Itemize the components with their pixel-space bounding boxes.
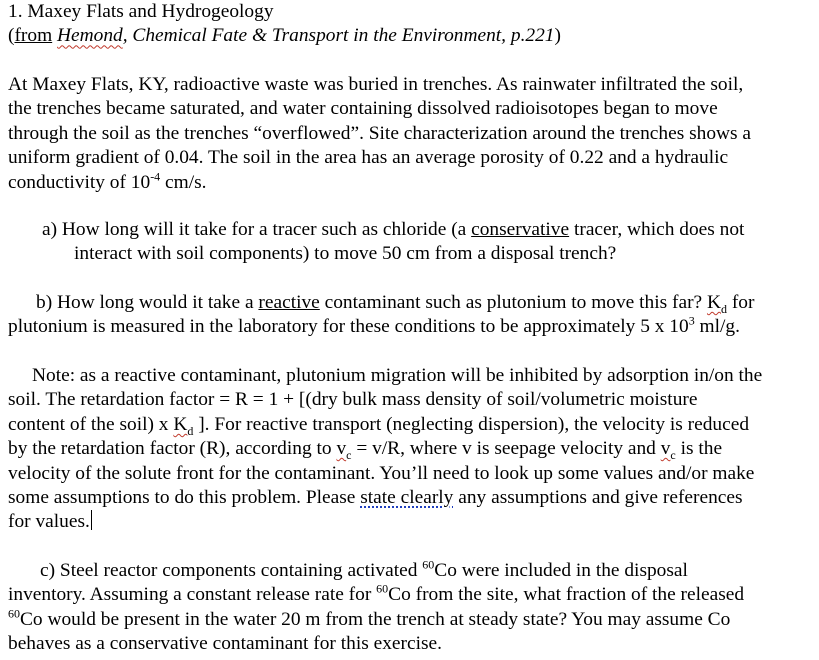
question-c — [8, 559, 744, 657]
intro-paragraph — [8, 73, 751, 195]
intro-line: At Maxey Flats, KY, radioactive waste was buried in trenches. As rainwater infiltrated the soil, — [8, 74, 744, 95]
citation-source: , Chemical Fate & Transport in the Environment, p.221 — [122, 25, 555, 47]
note-line: Note: as a reactive contaminant, plutonium migration will be inhibited by adsorption in/on the — [32, 365, 763, 386]
question-c-line: behaves as a conservative contaminant for this exercise. — [8, 633, 442, 655]
state-clearly-term: state clearly — [360, 487, 454, 509]
question-a — [8, 218, 744, 267]
question-c-line: c) Steel reactor components containing activated $^{60}$Co were included in the disposal — [40, 557, 688, 581]
note-line: content of the soil) x $K_d$ ]. For reactive transport (neglecting dispersion), the velocity is reduced — [8, 413, 750, 438]
question-b-line: b) How long would it take a reactive contaminant such as plutonium to move this far? $K_d$ for — [36, 292, 755, 316]
kd-symbol: $K_d$ — [173, 413, 194, 438]
note-line: some assumptions to do this problem. Please state clearly any assumptions and give references — [8, 487, 743, 509]
note-paragraph — [8, 364, 762, 535]
question-b — [8, 291, 754, 340]
conservative-term: conservative — [471, 219, 570, 240]
question-c-line: $^{60}$Co would be present in the water 20 m from the trench at steady state? You may assume Co — [8, 606, 731, 630]
intro-line: uniform gradient of 0.04. The soil in the area has an average porosity of 0.22 and a hydraulic — [8, 147, 729, 169]
vc-symbol: $v_c$ — [660, 438, 676, 463]
citation-line: (from Hemond, Chemical Fate & Transport in the Environment, p.221) — [8, 25, 561, 47]
note-line: velocity of the solute front for the contaminant. You’ll need to look up some values and/or make — [8, 462, 755, 484]
intro-line: the trenches became saturated, and water containing dissolved radioisotopes began to move — [8, 98, 718, 120]
question-a-line: interact with soil components) to move 50 cm from a disposal trench? — [74, 243, 617, 265]
text-cursor — [91, 510, 93, 530]
problem-title: Maxey Flats and Hydrogeology — [27, 1, 274, 22]
note-line[interactable]: for values. — [8, 510, 762, 534]
problem-title-line — [8, 0, 561, 24]
intro-line: conductivity of $10^{-4}$ cm/s. — [8, 169, 207, 193]
intro-line: through the soil as the trenches “overflowed”. Site characterization around the trenches shows a — [8, 122, 752, 144]
problem-number: 1. — [8, 1, 23, 22]
note-line: soil. The retardation factor = R = 1 + [(dry bulk mass density of soil/volumetric moisture — [8, 389, 698, 411]
citation-from: from — [14, 25, 53, 47]
question-a-line: a) How long will it take for a tracer such as chloride (a conservative tracer, which does not — [42, 219, 745, 240]
question-b-line: plutonium is measured in the laboratory for these conditions to be approximately 5 x $10^3$ ml/g. — [8, 313, 740, 338]
citation-author: Hemond — [57, 25, 123, 47]
vc-symbol: $v_c$ — [336, 438, 352, 463]
reactive-term: reactive — [258, 292, 320, 313]
kd-symbol: $K_d$ — [706, 292, 727, 316]
note-line: by the retardation factor (R), according to $v_c = v/R$, where v is seepage velocity and $v_c$ is the — [8, 438, 723, 463]
problem-header — [8, 0, 561, 49]
question-c-line: inventory. Assuming a constant release rate for $^{60}$Co from the site, what fraction of the released — [8, 581, 745, 606]
